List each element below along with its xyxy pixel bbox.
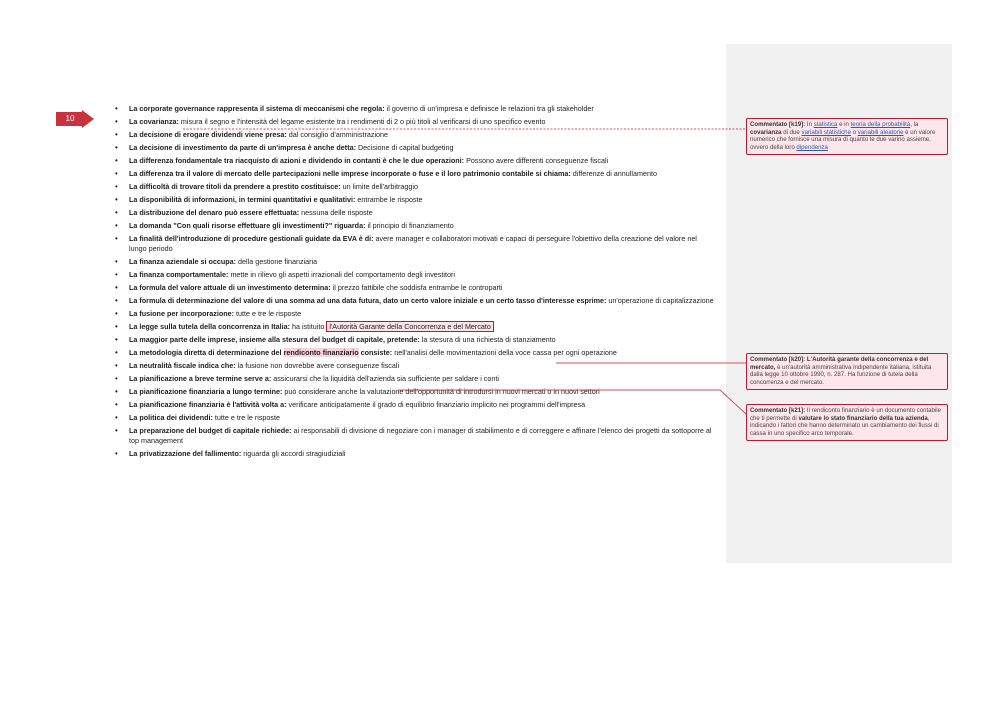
comment-k20[interactable]: Commentato [k20]: L'Autorità garante della concorrenza e del mercato, è un'autorità amministrativa indipendente italiana, istituita dalla legge 10 ottobre 1990, n. 287. Ha funzione di tutela della concorrenza e del mercato. bbox=[746, 353, 948, 390]
answer-text: la stesura di una richiesta di stanziamento bbox=[419, 335, 556, 345]
page-number: 10 bbox=[65, 114, 75, 123]
answer-text: ha istituito bbox=[289, 322, 325, 332]
question-text: La metodologia diretta di determinazione del bbox=[129, 348, 284, 358]
question-text: La formula di determinazione del valore di una somma ad una data futura, dato un certo valore iniziale e un certo tasso d'interesse esprime: bbox=[129, 296, 607, 306]
answer-text: Possono avere differenti conseguenze fiscali bbox=[464, 156, 609, 165]
answer-text: entrambe le risposte bbox=[355, 195, 423, 204]
list-item bbox=[115, 413, 715, 423]
question-text: La finanza comportamentale: bbox=[129, 270, 229, 280]
question-list bbox=[115, 104, 715, 462]
comment-author: Commentato [k20]: bbox=[750, 356, 806, 363]
list-item bbox=[115, 104, 715, 114]
question-text: La decisione di erogare dividendi viene presa: bbox=[129, 130, 287, 139]
answer-text: della gestione finanziaria bbox=[236, 257, 318, 267]
list-item bbox=[115, 283, 715, 293]
answer-text: il principio di finanziamento bbox=[365, 221, 454, 230]
question-text: La covarianza: bbox=[129, 117, 179, 126]
question-text: La difficoltà di trovare titoli da prendere a prestito costituisce: bbox=[129, 182, 341, 191]
answer-text: nell'analisi delle movimentazioni della voce cassa per ogni operazione bbox=[392, 348, 617, 358]
list-item bbox=[115, 117, 715, 127]
list-item bbox=[115, 234, 715, 254]
question-text: La finanza aziendale si occupa: bbox=[129, 257, 237, 267]
answer-text: la fusione non dovrebbe avere conseguenze fiscali bbox=[235, 361, 400, 371]
list-item bbox=[115, 130, 715, 140]
list-item bbox=[115, 374, 715, 384]
question-text: La pianificazione finanziaria a lungo termine: bbox=[129, 387, 283, 397]
list-item bbox=[115, 348, 715, 358]
answer-text: il prezzo fattibile che soddisfa entrambe le controparti bbox=[330, 283, 503, 293]
list-item bbox=[115, 208, 715, 218]
comment-author: Commentato [k19]: bbox=[750, 121, 806, 128]
list-item bbox=[115, 309, 715, 319]
list-item bbox=[115, 221, 715, 231]
comment-author: Commentato [k21]: bbox=[750, 407, 806, 414]
question-text: La preparazione del budget di capitale richiede: bbox=[129, 426, 292, 436]
question-text: La corporate governance rappresenta il sistema di meccanismi che regola: bbox=[129, 104, 385, 113]
link-dipendenza[interactable]: dipendenza bbox=[796, 143, 828, 151]
question-text: La decisione di investimento da parte di un'impresa è anche detta: bbox=[129, 143, 356, 152]
answer-text: nessuna delle risposte bbox=[299, 208, 373, 217]
question-text: La maggior parte delle imprese, insieme alla stesura del budget di capitale, pretende: bbox=[129, 335, 420, 345]
answer-text: mette in rilievo gli aspetti irrazionali del comportamento degli investitori bbox=[228, 270, 455, 280]
question-text: La distribuzione del denaro può essere effettuata: bbox=[129, 208, 300, 217]
question-text: La disponibilità di informazioni, in termini quantitativi e qualitativi: bbox=[129, 195, 356, 204]
link-statistica[interactable]: statistica bbox=[813, 121, 838, 128]
answer-text: differenze di annullamento bbox=[570, 169, 657, 178]
answer-text: verificare anticipatamente il grado di equilibrio finanziario implicito nei programmi dell'impresa bbox=[286, 400, 586, 410]
list-item bbox=[115, 387, 715, 397]
question-text: La pianificazione finanziaria è l'attività volta a: bbox=[129, 400, 287, 410]
question-text: La differenza fondamentale tra riacquisto di azioni e dividendo in contanti è che le due operazioni: bbox=[129, 156, 465, 165]
question-text: La finalità dell'introduzione di procedure gestionali guidate da EVA è di: bbox=[129, 234, 374, 243]
answer-text: il governo di un'impresa e definisce le relazioni tra gli stakeholder bbox=[384, 104, 594, 113]
question-text: La fusione per incorporazione: bbox=[129, 309, 235, 319]
answer-text: assicurarsi che la liquidità dell'azienda sia sufficiente per saldare i conti bbox=[271, 374, 499, 384]
link-variabili-aleatorie[interactable]: variabili aleatorie bbox=[857, 128, 904, 136]
question-text: consiste: bbox=[358, 348, 393, 358]
list-item bbox=[115, 361, 715, 371]
comment-k19[interactable]: Commentato [k19]: In statistica e in teoria della probabilità, la covarianza di due variabili statistiche o variabili aleatorie è un valore numerico che fornisce una misura di quanto le due varino assieme, ovvero della loro dipendenza bbox=[746, 118, 948, 155]
list-item bbox=[115, 335, 715, 345]
answer-text: avere manager e collaboratori motivati e capaci di perseguire l'obiettivo della creazione del valore nel lungo periodo bbox=[129, 234, 697, 254]
answer-text: tutte e tre le risposte bbox=[212, 413, 280, 423]
answer-text: misura il segno e l'intensità del legame esistente tra i rendimenti di 2 o più titoli al verificarsi di uno specifico evento bbox=[178, 117, 546, 126]
answer-text: dal consiglio d'amministrazione bbox=[286, 130, 389, 139]
answer-text: ai responsabili di divisione di negoziare con i manager di stabilimento e di correggere e affinare l'elenco dei progetti da sottoporre al top management bbox=[129, 426, 712, 446]
question-text: La politica dei dividendi: bbox=[129, 413, 213, 423]
comment-k21[interactable]: Commentato [k21]: Il rendiconto finanziario è un documento contabile che ti permette di valutare lo stato finanziario della tua azienda, indicando i fattori che hanno determinato un cambiamento dei flussi di cassa in uno specifico arco temporale. bbox=[746, 404, 948, 441]
answer-text: un'operazione di capitalizzazione bbox=[606, 296, 714, 306]
question-text: La privatizzazione del fallimento: bbox=[129, 449, 242, 459]
highlighted-term: rendiconto finanziario bbox=[283, 348, 359, 358]
answer-text: riguarda gli accordi stragiudiziali bbox=[241, 449, 346, 459]
highlighted-answer: l'Autorità Garante della Concorrenza e del Mercato bbox=[326, 321, 494, 332]
link-teoria-probabilita[interactable]: teoria della probabilità bbox=[850, 121, 911, 128]
link-variabili-statistiche[interactable]: variabili statistiche bbox=[801, 128, 851, 136]
list-item bbox=[115, 257, 715, 267]
answer-text: tutte e tre le risposte bbox=[234, 309, 302, 319]
list-item bbox=[115, 270, 715, 280]
list-item bbox=[115, 296, 715, 306]
answer-text: può considerare anche la valutazione dell'opportunità di introdursi in nuovi mercati o in nuovi settori bbox=[282, 387, 600, 397]
list-item bbox=[115, 426, 715, 446]
question-text: La formula del valore attuale di un investimento determina: bbox=[129, 283, 331, 293]
question-text: La pianificazione a breve termine serve a: bbox=[129, 374, 272, 384]
list-item bbox=[115, 143, 715, 153]
list-item bbox=[115, 449, 715, 459]
list-item bbox=[115, 195, 715, 205]
list-item bbox=[115, 182, 715, 192]
question-text: La domanda "Con quali risorse effettuare gli investimenti?" riguarda: bbox=[129, 221, 366, 230]
answer-text: un limite dell'arbitraggio bbox=[340, 182, 418, 191]
question-text: La neutralità fiscale indica che: bbox=[129, 361, 236, 371]
list-item bbox=[115, 322, 715, 332]
list-item bbox=[115, 156, 715, 166]
answer-text: Decisione di capital budgeting bbox=[355, 143, 454, 152]
list-item bbox=[115, 400, 715, 410]
question-text: La legge sulla tutela della concorrenza in Italia: bbox=[129, 322, 290, 332]
list-item bbox=[115, 169, 715, 179]
question-text: La differenza tra il valore di mercato delle partecipazioni nelle imprese incorporate o fuse e il loro patrimonio contabile si chiama: bbox=[129, 169, 571, 178]
page-marker bbox=[56, 110, 92, 128]
